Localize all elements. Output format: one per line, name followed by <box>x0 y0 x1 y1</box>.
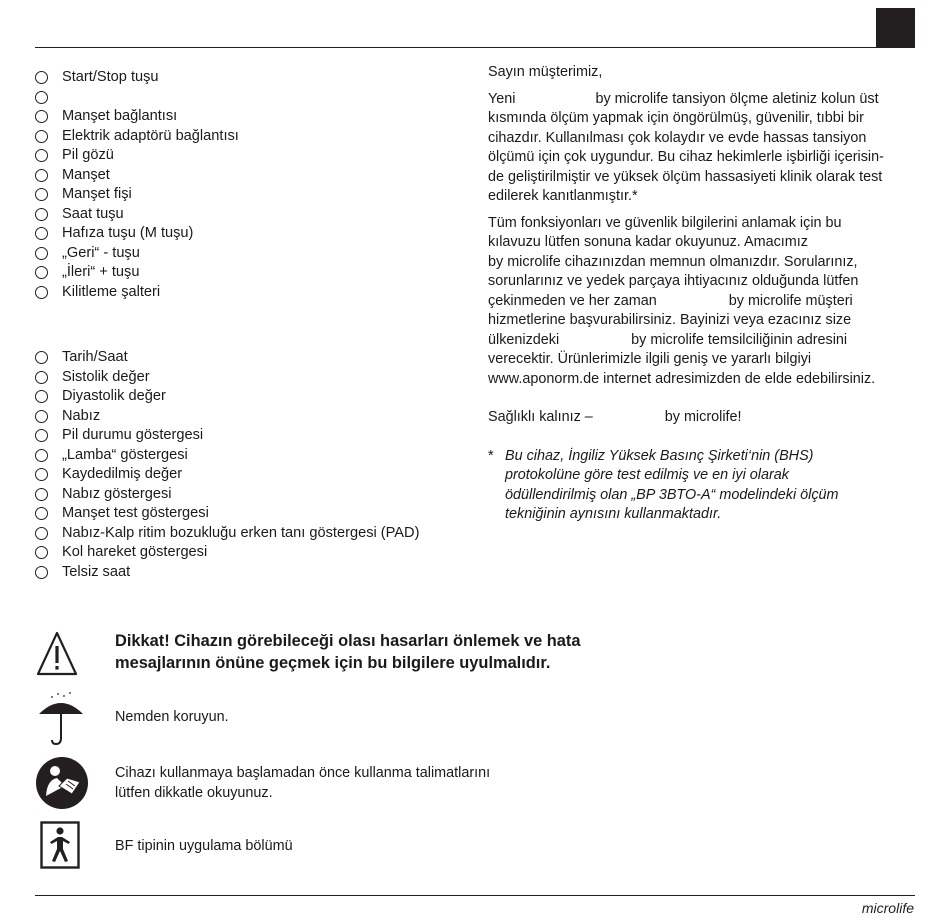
warning-text <box>115 630 581 674</box>
intro-column <box>488 63 908 525</box>
circle-bullet-icon <box>35 390 48 403</box>
text-line: Yeni by microlife tansiyon ölçme aletiniz kolun üst <box>488 90 879 107</box>
footnote-text <box>505 447 839 525</box>
text-line: tekniğinin aynısını kullanmaktadır. <box>505 506 722 522</box>
circle-bullet-icon <box>35 247 48 260</box>
bottom-divider <box>35 895 915 896</box>
list-item: Nabız <box>35 407 419 427</box>
warning-triangle-icon <box>35 629 79 679</box>
circle-bullet-icon <box>35 110 48 123</box>
text-line: ülkenizdeki by microlife temsilciliğinin adresini <box>488 331 848 348</box>
bf-text: BF tipinin uygulama bölümü <box>115 838 293 854</box>
manual-text <box>115 764 490 803</box>
list-item: Sistolik değer <box>35 368 419 388</box>
display-list <box>35 348 419 582</box>
text-line: Dikkat! Cihazın görebileceği olası hasarları önlemek ve hata <box>115 632 581 650</box>
circle-bullet-icon <box>35 351 48 364</box>
list-item: Elektrik adaptörü bağlantısı <box>35 127 239 147</box>
circle-bullet-icon <box>35 130 48 143</box>
text-line: by microlife cihazınızdan memnun olmanızdır. Sorularınız, <box>488 253 858 270</box>
text-line: Bu cihaz, İngiliz Yüksek Basınç Şirketi‘nin (BHS) <box>505 447 814 464</box>
list-item <box>35 88 239 108</box>
text-line: kılavuzu lütfen sonuna kadar okuyunuz. Amacımız <box>488 234 808 250</box>
list-item: Kaydedilmiş değer <box>35 465 419 485</box>
circle-bullet-icon <box>35 429 48 442</box>
circle-bullet-icon <box>35 188 48 201</box>
list-item: Manşet test göstergesi <box>35 504 419 524</box>
footnote <box>488 447 908 525</box>
text-line: Tüm fonksiyonları ve güvenlik bilgilerini anlamak için bu <box>488 214 842 231</box>
list-item: Kol hareket göstergesi <box>35 543 419 563</box>
list-item: Hafıza tuşu (M tuşu) <box>35 224 239 244</box>
circle-bullet-icon <box>35 266 48 279</box>
list-item: Start/Stop tuşu <box>35 68 239 88</box>
circle-bullet-icon <box>35 227 48 240</box>
circle-bullet-icon <box>35 468 48 481</box>
list-item: Nabız-Kalp ritim bozukluğu erken tanı göstergesi (PAD) <box>35 524 419 544</box>
list-item: Pil gözü <box>35 146 239 166</box>
text-line: lütfen dikkatle okuyunuz. <box>115 784 273 801</box>
list-item: Manşet fişi <box>35 185 239 205</box>
circle-bullet-icon <box>35 507 48 520</box>
read-manual-icon <box>35 756 89 810</box>
salutation: Sayın müşterimiz, <box>488 64 603 80</box>
parts-list <box>35 68 239 302</box>
intro-paragraph-2 <box>488 214 908 390</box>
list-item: Pil durumu göstergesi <box>35 426 419 446</box>
list-item: Diyastolik değer <box>35 387 419 407</box>
circle-bullet-icon <box>35 286 48 299</box>
text-line: kısmında ölçüm yapmak için öngörülmüş, güvenilir, tıbbi bir <box>488 110 864 126</box>
top-divider <box>35 47 915 48</box>
list-item: Telsiz saat <box>35 563 419 583</box>
list-item: Nabız göstergesi <box>35 485 419 505</box>
list-item: Tarih/Saat <box>35 348 419 368</box>
intro-paragraph-1 <box>488 90 908 207</box>
text-line: sorunlarınız ve yedek parçaya ihtiyacınız olduğunda lütfen <box>488 273 859 289</box>
circle-bullet-icon <box>35 149 48 162</box>
umbrella-icon <box>36 690 86 746</box>
circle-bullet-icon <box>35 488 48 501</box>
circle-bullet-icon <box>35 566 48 579</box>
list-item: Manşet <box>35 166 239 186</box>
closing-line: Sağlıklı kalınız – by microlife! <box>488 409 742 425</box>
list-item: Manşet bağlantısı <box>35 107 239 127</box>
text-line: Cihazı kullanmaya başlamadan önce kullanma talimatlarını <box>115 765 491 781</box>
text-line: protokolüne göre test edilmiş ve en iyi olarak <box>505 467 789 483</box>
circle-bullet-icon <box>35 527 48 540</box>
circle-bullet-icon <box>35 449 48 462</box>
umbrella-text: Nemden koruyun. <box>115 709 229 725</box>
text-line: mesajlarının önüne geçmek için bu bilgilere uyulmalıdır. <box>115 654 551 672</box>
list-item: „Geri“ - tuşu <box>35 244 239 264</box>
text-line: ölçümü için çok uygundur. Bu cihaz hekimlerle işbirliği içerisin- <box>488 149 884 165</box>
text-line: de geliştirilmiştir ve yüksek ölçüm hassasiyeti klinik olarak test <box>488 168 883 185</box>
circle-bullet-icon <box>35 208 48 221</box>
circle-bullet-icon <box>35 169 48 182</box>
list-item: Saat tuşu <box>35 205 239 225</box>
circle-bullet-icon <box>35 371 48 384</box>
text-line: cihazdır. Kullanılması çok kolaydır ve evde hassas tansiyon <box>488 129 867 146</box>
list-item: „Lamba“ göstergesi <box>35 446 419 466</box>
circle-bullet-icon <box>35 71 48 84</box>
brand-logo: microlife <box>861 900 914 916</box>
text-line: hizmetlerine başvurabilirsiniz. Bayinizi veya ezacınız size <box>488 312 852 328</box>
circle-bullet-icon <box>35 91 48 104</box>
text-line: edilerek kanıtlanmıştır.* <box>488 188 638 204</box>
circle-bullet-icon <box>35 546 48 559</box>
text-line: çekinmeden ve her zaman by microlife müşteri <box>488 292 853 309</box>
list-item: „İleri“ + tuşu <box>35 263 239 283</box>
page-corner-tab <box>876 8 915 48</box>
circle-bullet-icon <box>35 410 48 423</box>
bf-type-icon <box>40 821 80 869</box>
footnote-marker: * <box>488 447 494 464</box>
list-item: Kilitleme şalteri <box>35 283 239 303</box>
text-line: verecektir. Ürünlerimizle ilgili geniş ve yararlı bilgiyi <box>488 351 812 367</box>
text-line: ödüllendirilmiş olan „BP 3BTO-A“ modelindeki ölçüm <box>505 486 839 503</box>
text-line: www.aponorm.de internet adresimizden de elde edebilirsiniz. <box>488 370 876 387</box>
